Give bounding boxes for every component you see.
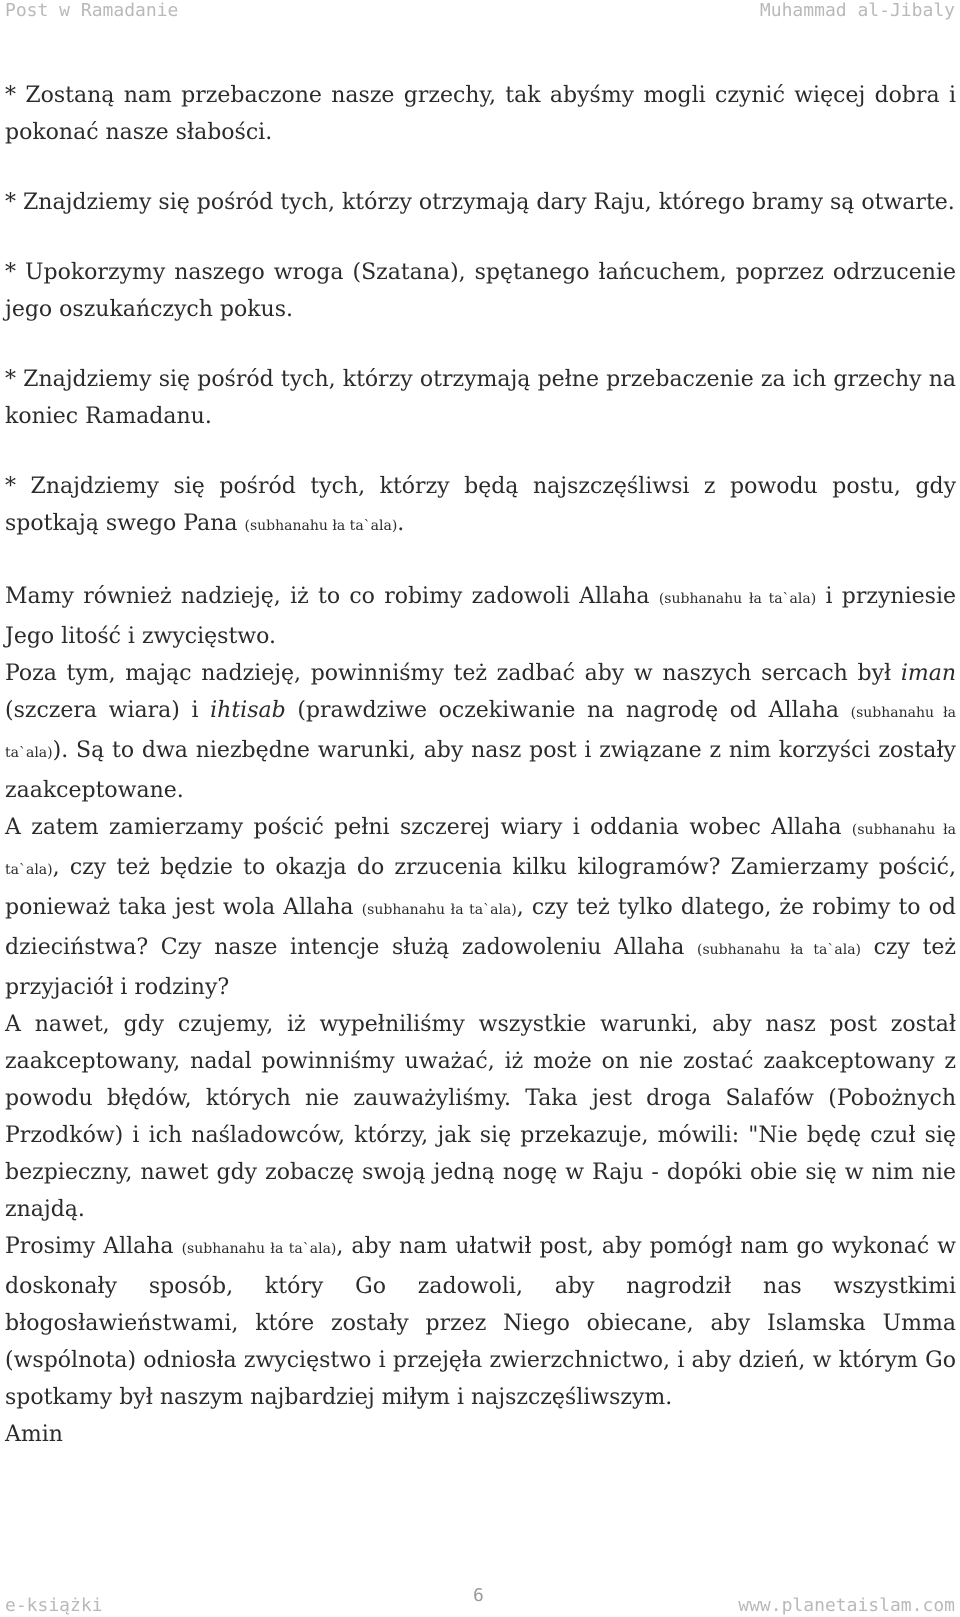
bullet-paragraph: * Znajdziemy się pośród tych, którzy otrzymają pełne przebaczenie za ich grzechy na koniec Ramadanu. bbox=[5, 367, 956, 429]
page-body bbox=[5, 77, 956, 1453]
bullet-paragraph: * Znajdziemy się pośród tych, którzy otrzymają dary Raju, którego bramy są otwarte. bbox=[5, 190, 955, 215]
honorific: (subhanahu ła ta`ala) bbox=[361, 902, 517, 918]
page-header bbox=[0, 0, 960, 26]
footer-series: e-książki bbox=[5, 1595, 103, 1616]
paragraph bbox=[5, 809, 956, 1006]
bullet-paragraph bbox=[5, 468, 956, 545]
text-run: ). Są to dwa niezbędne warunki, aby nasz post i związane z nim korzyści zostały zaakceptowane. bbox=[5, 738, 956, 803]
honorific: (subhanahu ła ta`ala) bbox=[658, 591, 817, 607]
text-run: , aby nam ułatwił post, aby pomógł nam go wykonać w doskonały sposób, który Go zadowoli, aby nagrodził nas wszystkimi błogosławieństwami, które zostały przez Niego obiecane, aby Islamska Umma (wspólnota) odniosła zwycięstwo i przejęła zwierzchnictwo, i aby dzień, w którym Go spotkamy był naszym najbardziej miłym i najszczęśliwszym. bbox=[5, 1234, 957, 1410]
honorific: (subhanahu ła ta`ala) bbox=[244, 518, 398, 534]
text-run: Prosimy Allaha bbox=[5, 1234, 182, 1259]
text-run: * Znajdziemy się pośród tych, którzy będą najszczęśliwsi z powodu postu, gdy spotkają swego Pana bbox=[5, 474, 956, 536]
text-run: A zatem zamierzamy pościć pełni szczerej wiary i oddania wobec Allaha bbox=[5, 815, 852, 840]
honorific: (subhanahu ła ta`ala) bbox=[5, 822, 956, 878]
closing-word: Amin bbox=[5, 1422, 63, 1447]
header-book-title: Post w Ramadanie bbox=[5, 0, 179, 21]
italic-term: iman bbox=[900, 661, 956, 686]
bullet-paragraph: * Upokorzymy naszego wroga (Szatana), spętanego łańcuchem, poprzez odrzucenie jego oszukańczych pokus. bbox=[5, 260, 956, 322]
text-run: . bbox=[397, 511, 405, 536]
honorific: (subhanahu ła ta`ala) bbox=[181, 1241, 337, 1257]
paragraph bbox=[5, 1228, 956, 1416]
paragraph bbox=[5, 578, 956, 655]
honorific: (subhanahu ła ta`ala) bbox=[5, 705, 956, 761]
text-run: Mamy również nadzieję, iż to co robimy zadowoli Allaha bbox=[5, 584, 659, 609]
text-run: (prawdziwe oczekiwanie na nagrodę od Allaha bbox=[285, 698, 851, 723]
text-run: Poza tym, mając nadzieję, powinniśmy też zadbać aby w naszych sercach był bbox=[5, 661, 901, 686]
text-run: (szczera wiara) i bbox=[5, 698, 211, 723]
paragraph bbox=[5, 655, 956, 809]
header-author: Muhammad al-Jibaly bbox=[759, 0, 955, 21]
text-run: , czy też tylko dlatego, że robimy to od dzieciństwa? Czy nasze intencje służą zadowoleniu Allaha bbox=[5, 895, 957, 960]
text-run: czy też przyjaciół i rodziny? bbox=[5, 935, 956, 1000]
page-footer bbox=[0, 1585, 960, 1615]
honorific: (subhanahu ła ta`ala) bbox=[697, 942, 861, 958]
paragraph: A nawet, gdy czujemy, iż wypełniliśmy wszystkie warunki, aby nasz post został zaakceptowany, nadal powinniśmy uważać, iż może on nie zostać zaakceptowany z powodu błędów, których nie zauważyliśmy. Taka jest droga Salafów (Pobożnych Przodków) i ich naśladowców, którzy, jak się przekazuje, mówili: "Nie będę czuł się bezpieczny, nawet gdy zobaczę swoją jedną nogę w Raju - dopóki obie się w nim nie znajdą. bbox=[5, 1012, 956, 1222]
italic-term: ihtisab bbox=[210, 698, 286, 723]
footer-website-link[interactable]: www.planetaislam.com bbox=[738, 1595, 955, 1616]
page-number: 6 bbox=[473, 1585, 484, 1606]
bullet-paragraph: * Zostaną nam przebaczone nasze grzechy, tak abyśmy mogli czynić więcej dobra i pokonać nasze słabości. bbox=[5, 83, 956, 145]
text-run: , czy też będzie to okazja do zrzucenia kilku kilogramów? Zamierzamy pościć, ponieważ taka jest wola Allaha bbox=[5, 855, 956, 920]
text-run: i przyniesie Jego litość i zwycięstwo. bbox=[5, 584, 956, 649]
